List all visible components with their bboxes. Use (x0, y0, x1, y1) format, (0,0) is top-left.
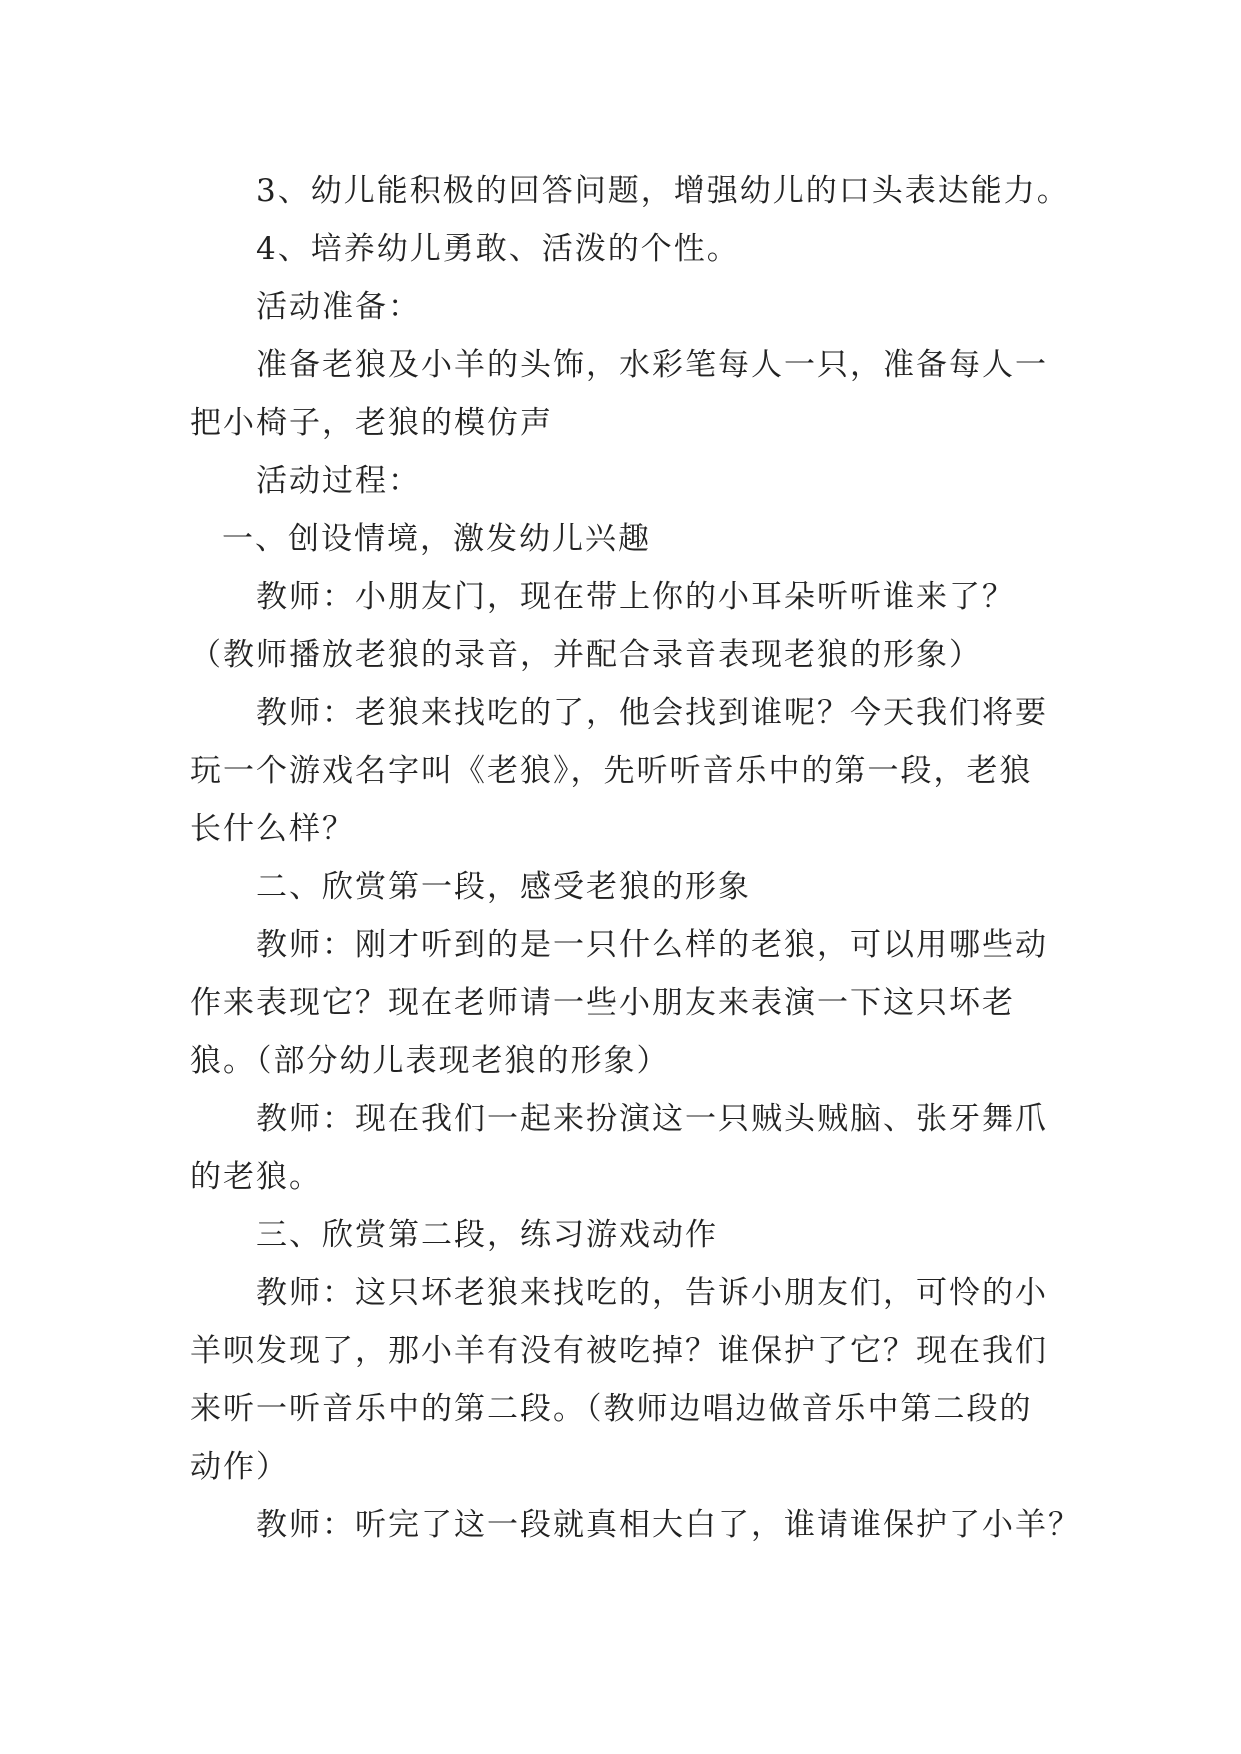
text-line: 狼。（部分幼儿表现老狼的形象） (190, 1043, 670, 1079)
text-line: （教师播放老狼的录音，并配合录音表现老狼的形象） (190, 637, 982, 673)
text-line: 长什么样？ (190, 811, 355, 847)
document-body (190, 162, 1081, 1554)
text-line: 玩一个游戏名字叫《老狼》，先听听音乐中的第一段，老狼 (190, 753, 1033, 789)
text-line: 教师：听完了这一段就真相大白了，谁请谁保护了小羊？ (256, 1507, 1081, 1543)
text-line: 羊呗发现了，那小羊有没有被吃掉？谁保护了它？现在我们 (190, 1333, 1048, 1369)
text-line: 教师：刚才听到的是一只什么样的老狼，可以用哪些动 (256, 927, 1048, 963)
text-line: 准备老狼及小羊的头饰，水彩笔每人一只，准备每人一 (256, 347, 1048, 383)
text-line: 3、幼儿能积极的回答问题，增强幼儿的口头表达能力。 (256, 173, 1070, 209)
section-heading: 三、欣赏第二段，练习游戏动作 (256, 1217, 718, 1253)
text-line: 的老狼。 (190, 1159, 322, 1195)
section-heading: 活动过程： (256, 463, 421, 499)
text-line: 教师：老狼来找吃的了，他会找到谁呢？今天我们将要 (256, 695, 1048, 731)
section-heading: 一、创设情境，激发幼儿兴趣 (222, 521, 651, 557)
section-heading: 二、欣赏第一段，感受老狼的形象 (256, 869, 751, 905)
text-line: 教师：小朋友门，现在带上你的小耳朵听听谁来了？ (256, 579, 1015, 615)
text-line: 作来表现它？现在老师请一些小朋友来表演一下这只坏老 (190, 985, 1015, 1021)
section-heading: 活动准备： (256, 289, 421, 325)
text-line: 来听一听音乐中的第二段。（教师边唱边做音乐中第二段的 (190, 1391, 1033, 1427)
text-line: 把小椅子，老狼的模仿声 (190, 405, 553, 441)
text-line: 4、培养幼儿勇敢、活泼的个性。 (256, 231, 740, 267)
text-line: 动作） (190, 1449, 289, 1485)
text-line: 教师：这只坏老狼来找吃的，告诉小朋友们，可怜的小 (256, 1275, 1048, 1311)
text-line: 教师：现在我们一起来扮演这一只贼头贼脑、张牙舞爪 (256, 1101, 1048, 1137)
